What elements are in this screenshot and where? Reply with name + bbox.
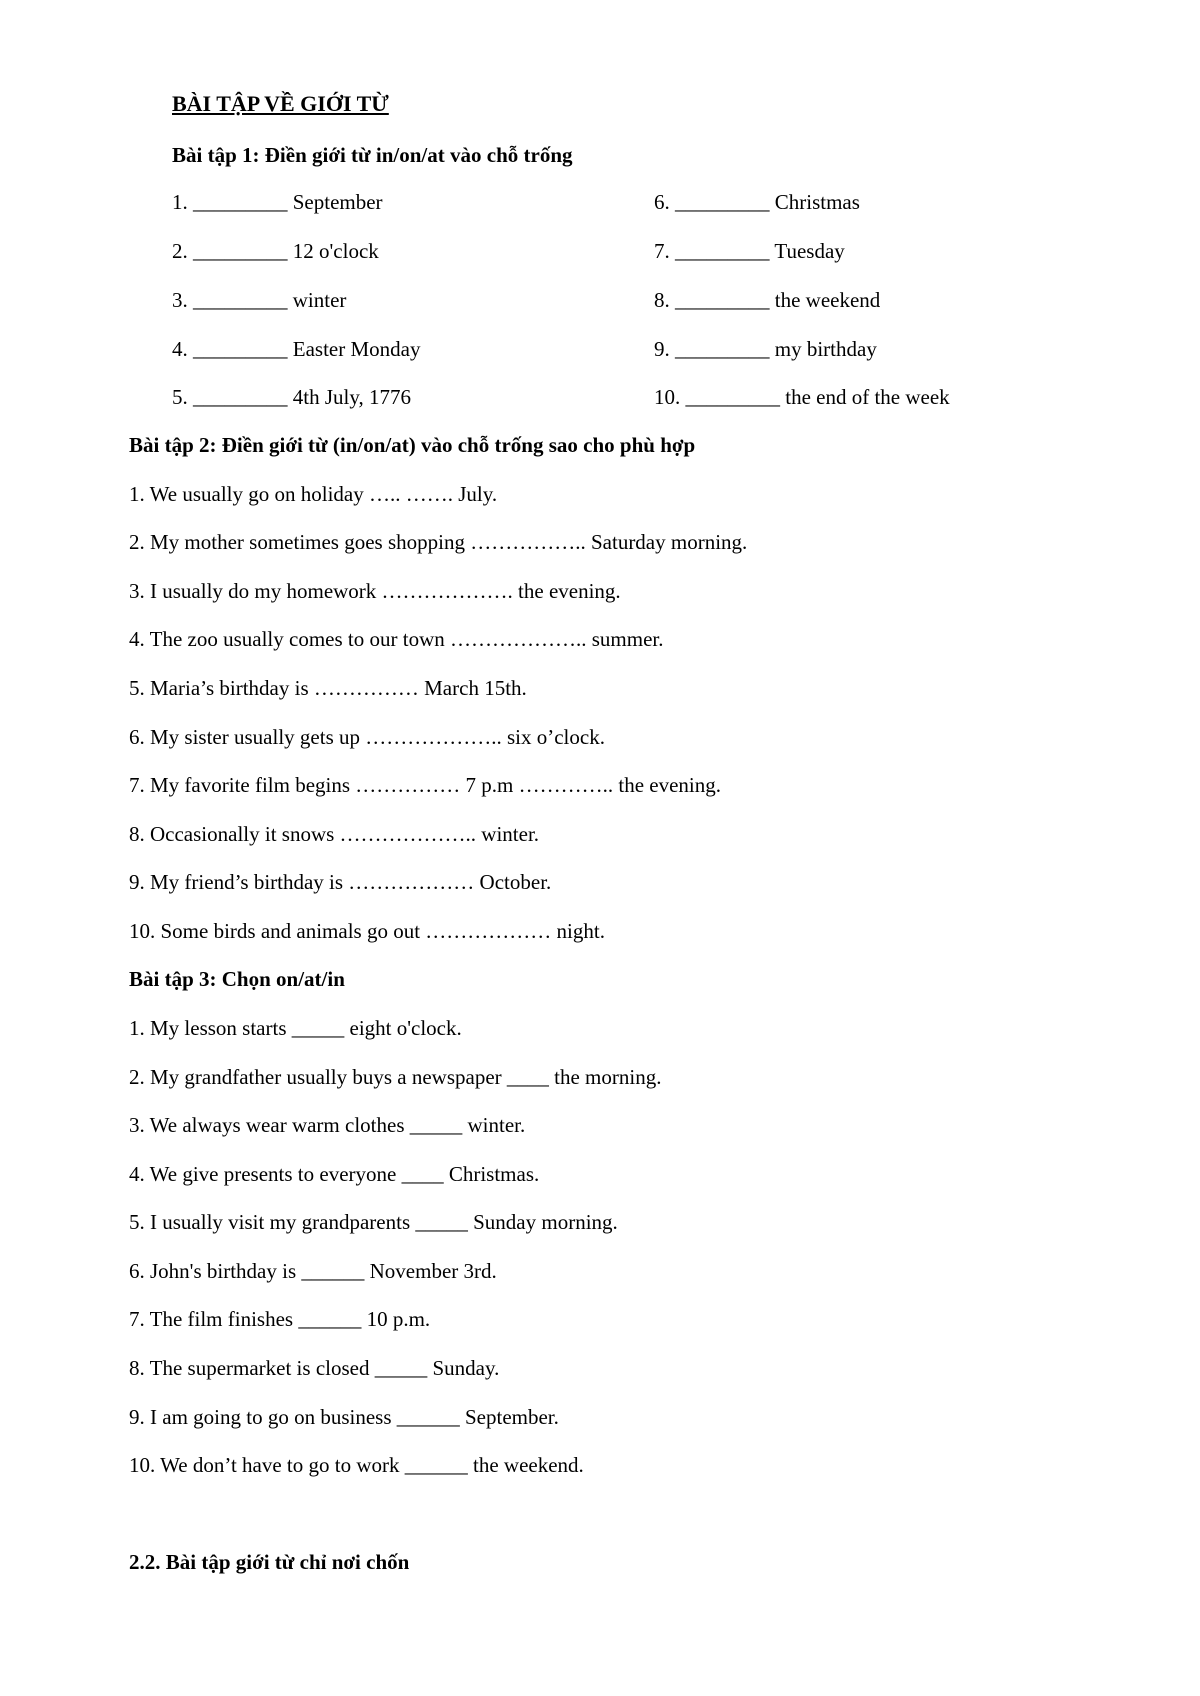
exercise-1-item: 10. _________ the end of the week <box>654 385 950 409</box>
exercise-3-item: 10. We don’t have to go to work ______ the weekend. <box>129 1453 584 1477</box>
exercise-2-item: 4. The zoo usually comes to our town ……………….. summer. <box>129 627 664 651</box>
exercise-1-item: 6. _________ Christmas <box>654 190 860 214</box>
document-title: BÀI TẬP VỀ GIỚI TỪ <box>172 91 389 116</box>
exercise-2-item: 3. I usually do my homework ………………. the evening. <box>129 579 621 603</box>
exercise-2-item: 7. My favorite film begins …………… 7 p.m ………….. the evening. <box>129 773 722 797</box>
exercise-2-item: 1. We usually go on holiday ….. ……. July. <box>129 482 498 506</box>
exercise-2-heading: Bài tập 2: Điền giới từ (in/on/at) vào chỗ trống sao cho phù hợp <box>129 433 696 457</box>
exercise-1-item: 9. _________ my birthday <box>654 337 877 361</box>
exercise-1-item: 3. _________ winter <box>172 288 347 312</box>
exercise-3-heading: Bài tập 3: Chọn on/at/in <box>129 967 345 991</box>
exercise-2-item: 6. My sister usually gets up ……………….. six o’clock. <box>129 725 605 749</box>
exercise-1-item: 2. _________ 12 o'clock <box>172 239 379 263</box>
exercise-1-item: 7. _________ Tuesday <box>654 239 845 263</box>
exercise-2-item: 10. Some birds and animals go out ……………… night. <box>129 919 605 943</box>
exercise-1-item: 4. _________ Easter Monday <box>172 337 421 361</box>
exercise-2-item: 9. My friend’s birthday is ……………… October. <box>129 870 552 894</box>
exercise-3-item: 1. My lesson starts _____ eight o'clock. <box>129 1016 462 1040</box>
exercise-1-item: 5. _________ 4th July, 1776 <box>172 385 411 409</box>
section-2-2-heading: 2.2. Bài tập giới từ chỉ nơi chốn <box>129 1550 410 1574</box>
exercise-1-item: 8. _________ the weekend <box>654 288 881 312</box>
exercise-3-item: 3. We always wear warm clothes _____ winter. <box>129 1113 526 1137</box>
exercise-2-item: 5. Maria’s birthday is …………… March 15th. <box>129 676 527 700</box>
exercise-3-item: 8. The supermarket is closed _____ Sunday. <box>129 1356 500 1380</box>
exercise-3-item: 9. I am going to go on business ______ September. <box>129 1405 559 1429</box>
exercise-3-item: 7. The film finishes ______ 10 p.m. <box>129 1307 431 1331</box>
exercise-3-item: 5. I usually visit my grandparents _____ Sunday morning. <box>129 1210 618 1234</box>
exercise-1-item: 1. _________ September <box>172 190 383 214</box>
exercise-3-item: 2. My grandfather usually buys a newspaper ____ the morning. <box>129 1065 662 1089</box>
exercise-1-heading: Bài tập 1: Điền giới từ in/on/at vào chỗ trống <box>172 143 573 167</box>
exercise-2-item: 8. Occasionally it snows ……………….. winter. <box>129 822 540 846</box>
exercise-3-item: 6. John's birthday is ______ November 3rd. <box>129 1259 497 1283</box>
exercise-2-item: 2. My mother sometimes goes shopping …………….. Saturday morning. <box>129 530 748 554</box>
exercise-3-item: 4. We give presents to everyone ____ Christmas. <box>129 1162 540 1186</box>
